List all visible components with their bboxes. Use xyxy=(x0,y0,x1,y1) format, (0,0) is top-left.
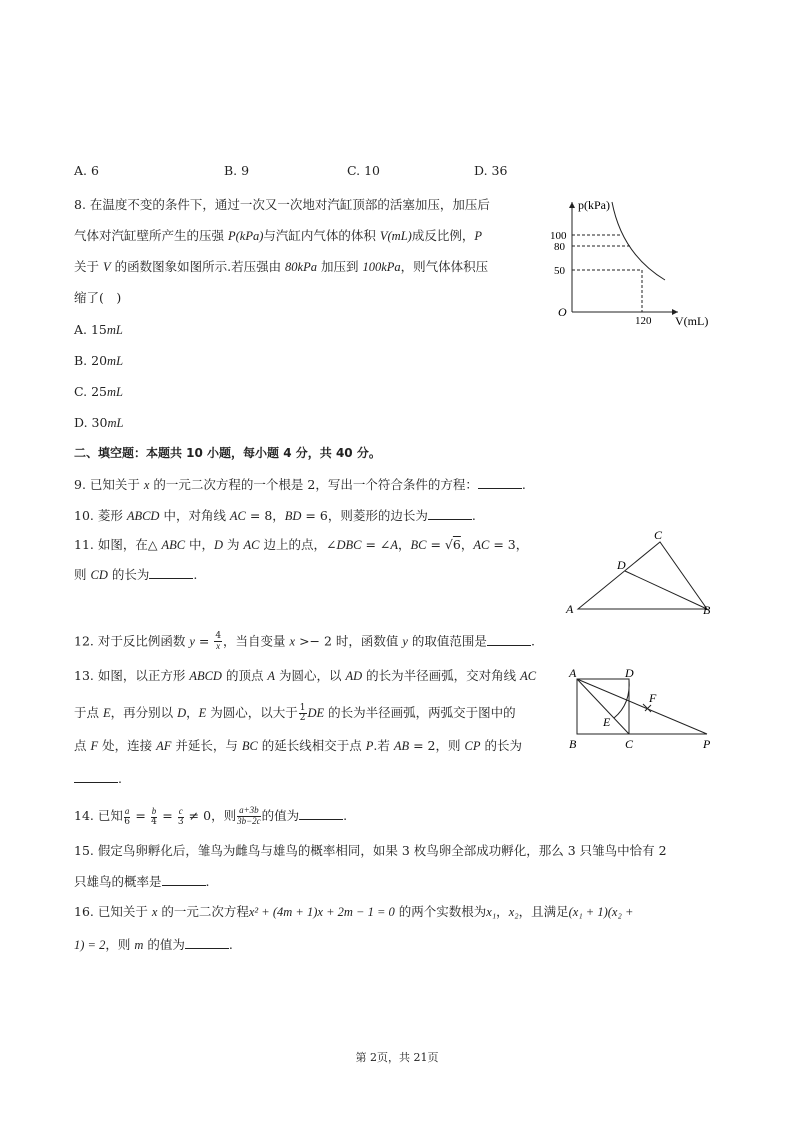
q15-blank xyxy=(162,873,206,886)
q8-line-2: 气体对汽缸壁所产生的压强 P(kPa)与汽缸内气体的体积 V(mL)成反比例，P xyxy=(74,228,482,243)
q7-option-a: A. 6 xyxy=(74,163,99,178)
y-tick-50: 50 xyxy=(554,265,565,277)
q13-line-4: . xyxy=(74,770,122,787)
q11-blank xyxy=(149,566,193,579)
page-footer: 第 2页，共 21页 xyxy=(355,1051,439,1064)
q8-option-d: D. 30mL xyxy=(74,415,124,430)
q15-line-2: 只雄鸟的概率是 . xyxy=(74,874,210,889)
q16-line-2: 1) = 2，则 m 的值为 . xyxy=(74,937,233,952)
q8-option-a: A. 15mL xyxy=(74,322,123,337)
point-d: D xyxy=(617,558,626,572)
origin-label: O xyxy=(558,305,567,319)
y-axis-label: p(kPa) xyxy=(578,198,610,212)
q14-frac-c3: $\frac{c}{3}$ xyxy=(177,805,184,827)
q12: 12. 对于反比例函数 y = $\frac{4}{x}$ ，当自变量 x >− 2 时，函数值 y 的取值范围是 . xyxy=(74,631,535,651)
sq-point-d: D xyxy=(625,666,634,680)
point-b: B xyxy=(703,603,711,617)
q14-frac-b4: $\frac{b}{4}$ xyxy=(151,805,157,827)
q9-blank xyxy=(478,476,522,489)
q13-blank xyxy=(74,770,118,783)
q10: 10. 菱形 ABCD 中，对角线 AC = 8，BD = 6，则菱形的边长为 . xyxy=(74,508,476,523)
sq-point-f: F xyxy=(649,691,657,705)
q16-blank xyxy=(185,936,229,949)
segment-bd xyxy=(625,571,707,609)
q16-line-1: 16. 已知关于 x 的一元二次方程x² + (4m + 1)x + 2m − 1 = 0 的两个实数根为x₁，x₂，且满足(x₁ + 1)(x₂ + xyxy=(74,904,634,919)
y-tick-100: 100 xyxy=(550,230,567,242)
q13-fraction: $\frac{1}{2}$ xyxy=(299,703,306,723)
section-2-heading: 二、填空题：本题共 10 小题，每小题 4 分，共 40 分。 xyxy=(74,446,381,460)
sq-point-b: B xyxy=(569,737,577,751)
line-ap xyxy=(577,679,707,734)
q11-triangle-figure xyxy=(560,527,720,619)
q8-option-c: C. 25mL xyxy=(74,384,123,399)
sq-point-c: C xyxy=(625,737,634,751)
sq-point-p: P xyxy=(703,737,711,751)
q14-frac-expr: $\frac{a+3b}{3b-2c}$ xyxy=(237,805,261,826)
q15-line-1: 15. 假定鸟卵孵化后，雏鸟为雌鸟与雄鸟的概率相同，如果 3 枚鸟卵全部成功孵化，那么 3 只雏鸟中恰有 2 xyxy=(74,843,667,858)
q14-frac-a6: $\frac{a}{6}$ xyxy=(124,805,130,827)
q12-blank xyxy=(487,633,531,646)
q13-line-2: 于点 E，再分别以 D，E 为圆心，以大于 $\frac{1}{2}$ DE 的长为半径画弧，两弧交于图中的 xyxy=(74,703,516,723)
q11-line-1: 11. 如图，在△ ABC 中，D 为 AC 边上的点，∠DBC = ∠A，BC = √6，AC = 3， xyxy=(74,537,529,552)
sq-point-a: A xyxy=(569,666,577,680)
q8-line-4: 缩了( ) xyxy=(74,290,122,305)
q13-line-1: 13. 如图，以正方形 ABCD 的顶点 A 为圆心，以 AD 的长为半径画弧，交对角线 AC xyxy=(74,668,537,683)
q12-fraction: $\frac{4}{x}$ xyxy=(215,631,222,651)
point-a: A xyxy=(566,602,574,616)
q8-pressure-volume-graph xyxy=(550,192,720,334)
x-axis-label: V(mL) xyxy=(675,314,709,328)
x-tick-120: 120 xyxy=(635,315,652,327)
q9: 9. 已知关于 x 的一元二次方程的一个根是 2，写出一个符合条件的方程： . xyxy=(74,477,526,492)
q7-option-c: C. 10 xyxy=(347,163,380,178)
arc-marks-f xyxy=(643,704,651,712)
triangle-abc xyxy=(578,542,707,609)
q14-blank xyxy=(299,807,343,820)
q8-option-b: B. 20mL xyxy=(74,353,124,368)
sq-point-e: E xyxy=(603,715,611,729)
q10-blank xyxy=(428,507,472,520)
q13-square-figure xyxy=(565,664,715,756)
q8-line-1: 8. 在温度不变的条件下，通过一次又一次地对汽缸顶部的活塞加压，加压后 xyxy=(74,197,490,212)
inverse-curve xyxy=(612,202,665,280)
q11-line-2: 则 CD 的长为 . xyxy=(74,567,198,582)
point-c: C xyxy=(654,528,663,542)
y-tick-80: 80 xyxy=(554,241,565,253)
q14: 14. 已知 $\frac{a}{6}$ = $\frac{b}{4}$ = $\frac{c}{3}$ ≠ 0，则 $\frac{a+3b}{3b-2c}$ 的值为 . xyxy=(74,805,348,827)
q13-line-3: 点 F 处，连接 AF 并延长，与 BC 的延长线相交于点 P.若 AB = 2，则 CP 的长为 xyxy=(74,738,522,753)
arc-de xyxy=(614,679,629,718)
q7-option-d: D. 36 xyxy=(474,163,508,178)
q8-line-3: 关于 V 的函数图象如图所示.若压强由 80kPa 加压到 100kPa，则气体体积压 xyxy=(74,259,489,274)
q7-option-b: B. 9 xyxy=(224,163,250,178)
